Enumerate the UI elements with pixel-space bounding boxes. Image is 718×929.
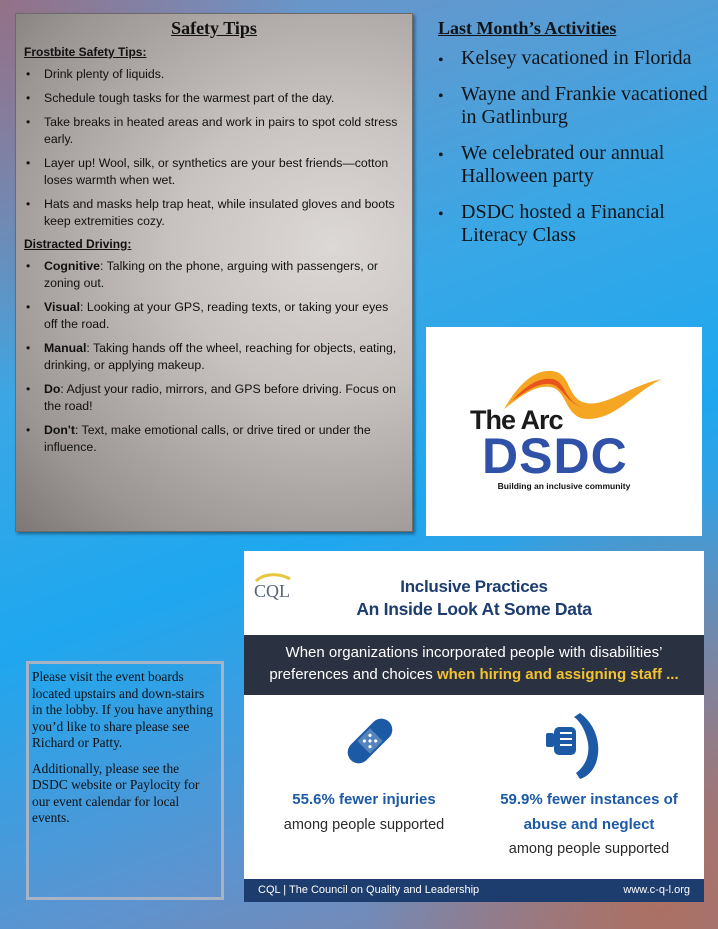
safety-tips-panel [15,13,413,532]
list-item: • Cognitive: Talking on the phone, arguing with passengers, or zoning out. [26,259,379,290]
event-notice-box [26,661,224,900]
safety-tips-title: Safety Tips [171,18,257,38]
stat-injuries: 55.6% fewer injuries [292,791,436,808]
stat-injuries-sub: among people supported [283,817,445,833]
stat-abuse-line2: abuse and neglect [523,816,655,833]
footer-url: www.c-q-l.org [623,884,690,896]
band-line: When organizations incorporated people with disabilities’ [285,644,663,661]
arc-dsdc-logo [426,327,702,536]
distracted-driving-list [24,258,404,456]
list-item: • Hats and masks help trap heat, while insulated gloves and boots keep extremities cozy. [26,197,395,228]
list-item: • We celebrated our annual Halloween party [438,142,665,187]
cql-logo-text: CQL [254,581,290,601]
band-highlight: when hiring and assigning staff ... [436,666,679,683]
infographic-title: Inclusive Practices [400,577,548,596]
stat-abuse-line1: 59.9% fewer instances of [500,791,678,808]
cql-infographic [244,551,704,902]
list-item: • Drink plenty of liquids. [26,67,165,81]
frostbite-list [24,66,404,230]
stat-abuse-sub: among people supported [508,841,670,857]
hand-protect-icon [540,711,606,781]
list-item: • Manual: Taking hands off the wheel, reaching for objects, eating, drinking, or applying makeup. [26,341,397,372]
bandage-icon [340,711,400,771]
footer-org: CQL | The Council on Quality and Leadership [258,884,480,896]
infographic-subtitle: An Inside Look At Some Data [356,599,592,619]
list-item: • Visual: Looking at your GPS, reading texts, or taking your eyes off the road. [26,300,389,331]
activities-list [438,47,708,247]
infographic-band [244,635,704,695]
distracted-driving-heading: Distracted Driving: [24,237,132,251]
logo-tagline: Building an inclusive community [497,481,631,491]
list-item: • Schedule tough tasks for the warmest part of the day. [26,91,335,105]
activities-section [438,18,708,260]
band-line: preferences and choices when hiring and assigning staff ... [269,666,679,683]
the-arc-wordmark: The Arc [470,405,563,435]
notice-paragraph: Additionally, please see the DSDC website or Paylocity for our event calendar for local events. [32,760,200,825]
activities-title: Last Month’s Activities [438,18,617,38]
list-item: • Don't: Text, make emotional calls, or drive tired or under the influence. [26,423,371,454]
dsdc-wordmark: DSDC [482,428,628,484]
list-item: • DSDC hosted a Financial Literacy Class [438,201,665,246]
list-item: • Kelsey vacationed in Florida [438,47,692,69]
infographic-footer [244,879,704,902]
list-item: • Take breaks in heated areas and work in pairs to spot cold stress early. [26,115,398,146]
list-item: • Do: Adjust your radio, mirrors, and GPS before driving. Focus on the road! [26,382,396,413]
list-item: • Wayne and Frankie vacationed in Gatlinburg [438,83,708,128]
notice-paragraph: Please visit the event boards located upstairs and down-stairs in the lobby. If you have anything you’d like to share please see Richard or Patty. [32,669,213,750]
list-item: • Layer up! Wool, silk, or synthetics are your best friends—cotton loses warmth when wet. [26,156,389,187]
frostbite-heading: Frostbite Safety Tips: [24,45,147,59]
